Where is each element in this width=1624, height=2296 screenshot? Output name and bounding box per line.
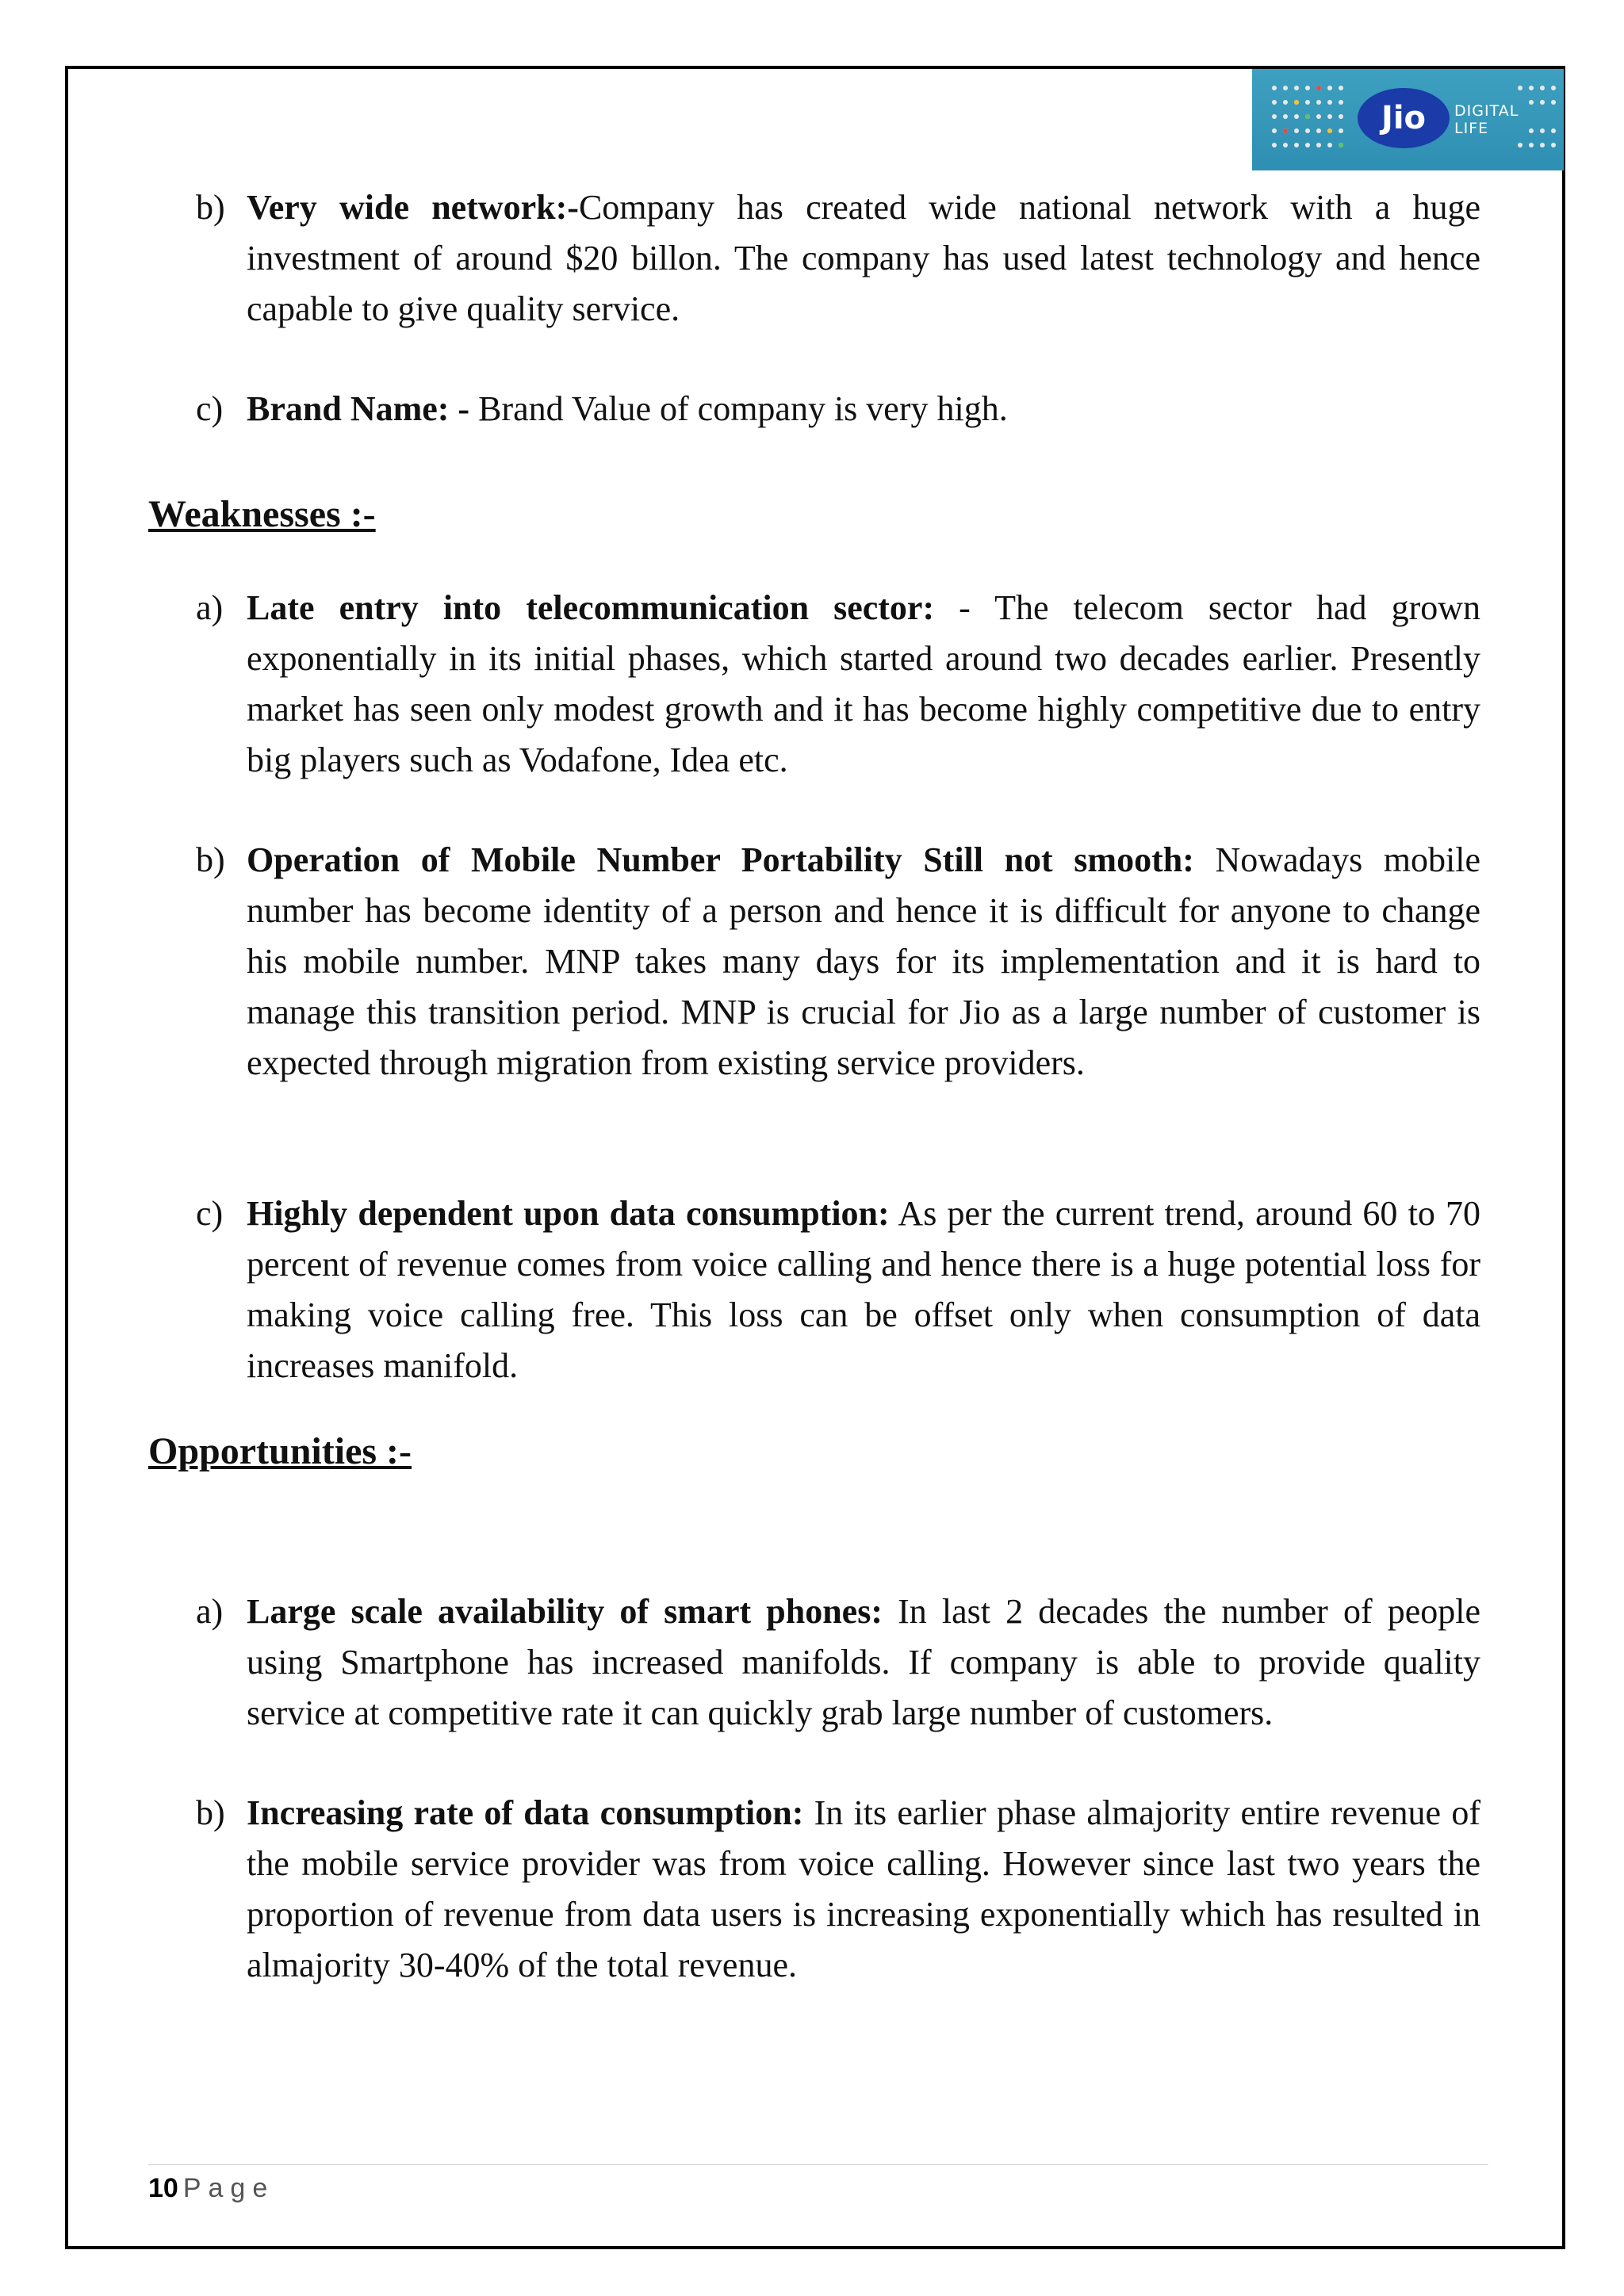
section-heading-weaknesses: Weaknesses :- (148, 493, 376, 535)
item-title: Very wide network:- (247, 188, 579, 227)
item-text: In its earlier phase almajority entire revenue of the mobile service provider was from voice calling. However since last two years the proportion of revenue from data users is increasing exponentially which has resulted in almajority 30-40% of the total revenue. (247, 1793, 1480, 1984)
item-text: As per the current trend, around 60 to 70 percent of revenue comes from voice calling and hence there is a huge potential loss for making voice calling free. This loss can be offset only when consumption of data increases manifold. (247, 1194, 1480, 1385)
item-title: Large scale availability of smart phones: (247, 1592, 883, 1631)
list-marker: b) (196, 1793, 225, 1832)
list-item (148, 384, 1480, 434)
list-item (148, 1788, 1480, 1991)
list-marker: a) (196, 1592, 224, 1631)
item-title: Operation of Mobile Number Portability Still not smooth: (247, 840, 1194, 879)
item-text: Nowadays mobile number has become identity of a person and hence it is difficult for anyone to change his mobile number. MNP takes many days for its implementation and it is hard to manage this transition period. MNP is crucial for Jio as a large number of customer is expected through migration from existing service providers. (247, 840, 1481, 1082)
list-item (148, 1188, 1480, 1391)
logo-tagline: DIGITAL LIFE (1454, 102, 1519, 137)
page-label: Page (182, 2173, 275, 2203)
item-text: In last 2 decades the number of people using Smartphone has increased manifolds. If company is able to provide quality service at competitive rate it can quickly grab large number of customers. (247, 1592, 1480, 1732)
item-text: Company has created wide national network with a huge investment of around $20 billon. The company has used latest technology and hence capable to give quality service. (247, 188, 1480, 328)
item-text: - The telecom sector had grown exponentially in its initial phases, which started around two decades earlier. Presently market has seen only modest growth and it has become highly competitive due to entry big players such as Vodafone, Idea etc. (247, 588, 1481, 779)
list-marker: b) (196, 188, 225, 227)
page-footer (148, 2164, 1488, 2204)
list-item (148, 1586, 1480, 1739)
list-item (148, 583, 1480, 786)
section-heading-opportunities: Opportunities :- (148, 1430, 412, 1472)
page-content (148, 182, 1480, 1991)
item-title: Brand Name: - (247, 389, 470, 428)
item-title: Late entry into telecommunication sector: (247, 588, 935, 627)
logo-dots-right (1482, 83, 1558, 155)
item-title: Increasing rate of data consumption: (247, 1793, 804, 1832)
list-marker: c) (196, 1194, 224, 1233)
jio-digital-life-logo (1252, 69, 1564, 170)
jio-wordmark: Jio (1358, 88, 1450, 148)
list-marker: c) (196, 389, 224, 428)
list-item (148, 835, 1480, 1089)
list-marker: b) (196, 840, 225, 879)
item-title: Highly dependent upon data consumption: (247, 1194, 890, 1233)
logo-dots-left (1270, 83, 1346, 155)
item-text: Brand Value of company is very high. (469, 389, 1008, 428)
page-number: 10 (148, 2173, 178, 2203)
list-item (148, 182, 1480, 335)
list-marker: a) (196, 588, 224, 627)
